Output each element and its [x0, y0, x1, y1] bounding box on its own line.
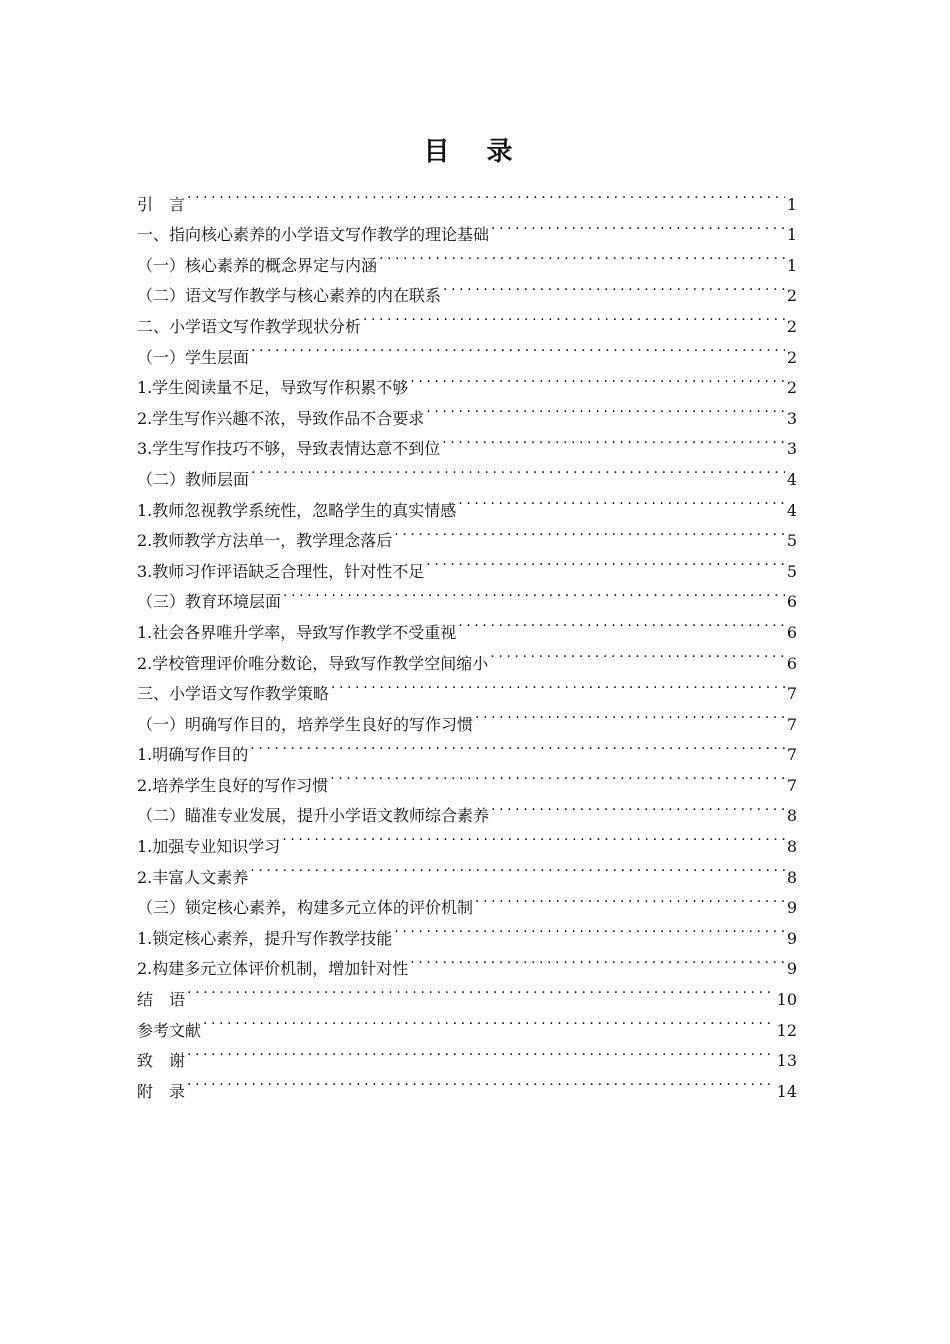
toc-entry[interactable] [137, 1066, 797, 1101]
toc-entry-label: （二）瞄准专业发展，提升小学语文教师综合素养 [137, 806, 490, 826]
toc-entry-label: 1.加强专业知识学习 [137, 837, 281, 857]
toc-entry-page-number: 8 [786, 867, 797, 887]
toc-entry-page-number: 6 [786, 653, 797, 673]
toc-leader-dots [426, 393, 785, 424]
toc-entry-label: 1.社会各界唯升学率，导致写作教学不受重视 [137, 622, 457, 642]
toc-entry-label: 1.锁定核心素养，提升写作教学技能 [137, 928, 393, 948]
toc-entry[interactable] [137, 1005, 797, 1040]
toc-entry-page-number: 7 [786, 775, 797, 795]
toc-entry-label: 2.构建多元立体评价机制，增加针对性 [137, 959, 409, 979]
toc-entry-label: （二）教师层面 [137, 469, 250, 489]
toc-list [137, 179, 797, 1101]
toc-entry-page-number: 12 [776, 1020, 797, 1040]
toc-entry-label: 参考文献 [137, 1020, 202, 1040]
toc-entry-label: （一）明确写作目的，培养学生良好的写作习惯 [137, 714, 474, 734]
toc-title: 目 录 [423, 137, 527, 167]
toc-leader-dots [491, 791, 785, 822]
toc-entry-page-number: 6 [786, 622, 797, 642]
toc-entry-page-number: 2 [786, 316, 797, 336]
toc-leader-dots [458, 485, 785, 516]
toc-entry-page-number: 6 [786, 592, 797, 612]
toc-leader-dots [394, 516, 785, 547]
toc-leader-dots [203, 1005, 775, 1036]
toc-entry[interactable] [137, 974, 797, 1010]
toc-entry[interactable] [137, 179, 797, 214]
toc-entry[interactable] [137, 1036, 797, 1071]
toc-entry-page-number: 9 [786, 959, 797, 979]
toc-entry-page-number: 2 [786, 286, 797, 306]
toc-entry-page-number: 2 [786, 378, 797, 398]
toc-entry-label: 引 言 [137, 194, 186, 214]
toc-leader-dots [410, 944, 785, 975]
toc-entry-page-number: 14 [776, 1081, 797, 1101]
toc-leader-dots [187, 974, 775, 1005]
toc-leader-dots [475, 883, 785, 914]
toc-entry-label: 结 语 [137, 990, 186, 1010]
toc-leader-dots [410, 363, 785, 394]
toc-entry-label: 一、指向核心素养的小学语文写作教学的理论基础 [137, 225, 490, 245]
toc-leader-dots [187, 1066, 775, 1097]
toc-entry-label: 1.学生阅读量不足，导致写作积累不够 [137, 378, 409, 398]
toc-entry-label: 三、小学语文写作教学策略 [137, 684, 330, 704]
toc-leader-dots [251, 332, 785, 363]
toc-entry-label: 二、小学语文写作教学现状分析 [137, 316, 362, 336]
toc-entry-page-number: 4 [786, 469, 797, 489]
toc-entry-page-number: 7 [786, 745, 797, 765]
toc-entry-label: 1.教师忽视教学系统性，忽略学生的真实情感 [137, 500, 457, 520]
toc-entry-label: （一）学生层面 [137, 347, 250, 367]
toc-entry-page-number: 1 [786, 225, 797, 245]
toc-leader-dots [394, 913, 785, 944]
toc-entry-label: 2.丰富人文素养 [137, 867, 249, 887]
toc-entry-page-number: 5 [786, 531, 797, 551]
toc-leader-dots [187, 1036, 775, 1067]
toc-leader-dots [250, 730, 785, 761]
toc-entry-label: 附 录 [137, 1081, 186, 1101]
toc-leader-dots [442, 424, 785, 455]
toc-entry-page-number: 3 [786, 439, 797, 459]
toc-entry-label: 2.培养学生良好的写作习惯 [137, 775, 329, 795]
toc-entry-label: 3.学生写作技巧不够，导致表情达意不到位 [137, 439, 441, 459]
toc-entry-page-number: 13 [776, 1051, 797, 1071]
toc-entry[interactable] [137, 210, 797, 245]
toc-entry-label: 3.教师习作评语缺乏合理性，针对性不足 [137, 561, 425, 581]
toc-entry-page-number: 5 [786, 561, 797, 581]
toc-leader-dots [250, 852, 785, 883]
toc-entry-label: 2.学生写作兴趣不浓，导致作品不合要求 [137, 408, 425, 428]
toc-entry-page-number: 7 [786, 714, 797, 734]
toc-leader-dots [379, 240, 785, 271]
toc-leader-dots [426, 546, 785, 577]
toc-entry-label: 1.明确写作目的 [137, 745, 249, 765]
toc-entry-page-number: 3 [786, 408, 797, 428]
toc-leader-dots [475, 699, 785, 730]
toc-entry-label: 致 谢 [137, 1051, 186, 1071]
toc-leader-dots [491, 210, 785, 241]
toc-entry-page-number: 4 [786, 500, 797, 520]
toc-entry-label: （一）核心素养的概念界定与内涵 [137, 255, 378, 275]
toc-leader-dots [282, 821, 785, 852]
toc-entry-page-number: 1 [786, 194, 797, 214]
toc-leader-dots [330, 760, 785, 791]
toc-leader-dots [187, 179, 785, 210]
toc-leader-dots [363, 301, 785, 332]
toc-entry-page-number: 7 [786, 684, 797, 704]
toc-entry-page-number: 2 [786, 347, 797, 367]
toc-entry-page-number: 10 [776, 990, 797, 1010]
toc-entry-label: （三）锁定核心素养，构建多元立体的评价机制 [137, 898, 474, 918]
toc-leader-dots [458, 607, 785, 638]
toc-entry-page-number: 8 [786, 837, 797, 857]
toc-leader-dots [490, 638, 785, 669]
toc-leader-dots [443, 271, 785, 302]
toc-leader-dots [251, 454, 785, 485]
toc-entry-page-number: 9 [786, 898, 797, 918]
toc-entry-label: 2.教师教学方法单一，教学理念落后 [137, 531, 393, 551]
toc-entry-page-number: 8 [786, 806, 797, 826]
toc-entry-label: （二）语文写作教学与核心素养的内在联系 [137, 286, 442, 306]
toc-leader-dots [283, 577, 785, 608]
toc-entry-page-number: 1 [786, 255, 797, 275]
toc-entry-label: 2.学校管理评价唯分数论，导致写作教学空间缩小 [137, 653, 489, 673]
toc-entry-page-number: 9 [786, 928, 797, 948]
toc-entry-label: （三）教育环境层面 [137, 592, 282, 612]
toc-leader-dots [331, 669, 785, 700]
